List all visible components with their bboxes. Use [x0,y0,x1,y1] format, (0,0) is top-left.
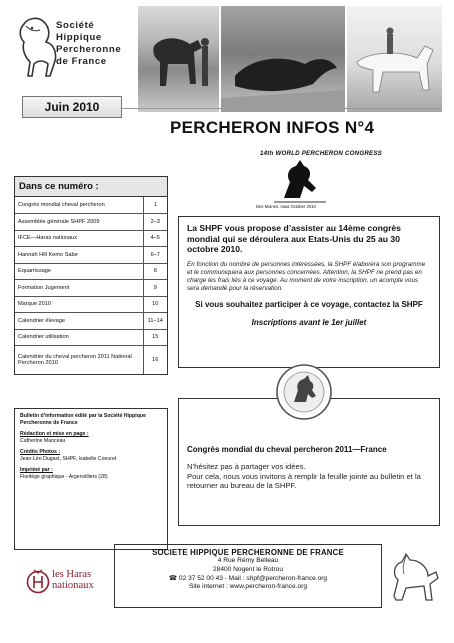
toc-label: Calendrier élevage [15,313,143,330]
bulletin-intro: Bulletin d’information édité par la Société Hippique Percheronne de France [20,413,146,426]
toc-label: Marque 2010 [15,296,143,313]
society-line: Hippique [56,32,102,43]
toc-page: 9 [143,280,167,297]
congress-location: Des Moines, Iowa October 2010 [256,204,316,209]
mondial-body [187,462,431,491]
toc-row[interactable] [15,346,167,374]
shpf-badge-icon [274,362,334,422]
haras-nationaux-logo [26,566,116,602]
toc-heading: Dans ce numéro : [15,177,167,197]
toc-page: 6–7 [143,247,167,264]
toc-row[interactable] [15,329,167,346]
congress-announcement [178,216,440,368]
announcement-cta: Si vous souhaitez participer à ce voyage, contactez la SHPF [195,299,423,309]
toc-label: Equarrissage [15,263,143,280]
footer-address: 28400 Nogent le Rotrou [212,565,284,573]
bulletin-credits [14,408,168,550]
toc-page: 15 [143,329,167,346]
toc-label: Calendrier du cheval percheron 2011 National Percheron 2010 [18,353,132,366]
society-line: de France [56,56,107,67]
toc-label: Hannah Hill Kemo Sabe [15,247,143,264]
toc-label: Formation Jugement [15,280,143,297]
haras-line: nationaux [52,580,94,591]
announcement-lead: La SHPF vous propose d’assister au 14ème congrès mondial qui se déroulera aux Etats-Unis du 25 au 30 octobre 2010. [187,223,401,255]
toc-row[interactable] [15,263,167,280]
toc-page: 4–5 [143,230,167,247]
haras-line: les Haras [52,569,92,580]
congress-banner: 14th WORLD PERCHERON CONGRESS [260,150,382,157]
toc-row[interactable] [15,296,167,313]
toc-label: Assemblée générale SHPF 2009 [15,214,143,231]
toc-row[interactable] [15,214,167,231]
mondial-line: Pour cela, nous vous invitons à remplir la feuille jointe au bulletin et la retourner au bureau de la SHPF. [187,471,421,491]
toc-label: Congrès mondial cheval percheron [15,197,143,214]
contact-footer [114,544,382,608]
horse-logo [10,14,62,80]
announcement-deadline: Inscriptions avant le 1er juillet [251,317,367,327]
credits-label: Crédits Photos : [20,449,61,455]
announcement-details: En fonction du nombre de personnes intéressées, la SHPF élaborera son programme et le communiquera aux personnes concernées. Attention, la SHPF ne prend pas en charge les frais liés à ce voyage. Au moment de votre inscription, un acompte vous sera demandé pour la réservation. [187,260,426,292]
credits-value: Jean-Léo Dugast, SHPF, Isabelle Coeuret [20,456,117,462]
horse-sketch-icon [384,546,446,606]
toc-page: 2–3 [143,214,167,231]
haras-crest-icon [26,566,50,598]
mondial-title: Congrès mondial du cheval percheron 2011—France [187,445,387,454]
toc-row[interactable] [15,313,167,330]
redaction-value: Catherine Manceau [20,438,66,444]
toc-row[interactable] [15,197,167,214]
page-title: PERCHERON INFOS N°4 [170,118,375,137]
mondial-line: N’hésitez pas à partager vos idées. [187,462,306,471]
haras-text [52,569,94,591]
footer-address: 4 Rue Rémy Belleau [217,557,279,564]
photo-horse-handler [138,6,219,112]
toc-table [15,197,167,374]
toc-page: 11–14 [143,313,167,330]
toc-page: 10 [143,296,167,313]
footer-org: SOCIETE HIPPIQUE PERCHERONNE DE FRANCE [152,548,344,557]
rearing-horse-icon [270,158,330,204]
toc-page: 1 [143,197,167,214]
footer-website: Site internet : www.percheron-france.org [188,583,307,591]
society-name [56,20,134,68]
footer-contact: ☎ 02 37 52 00 43 - Mail : shpf@percheron-france.org [168,574,328,582]
header-photos [138,6,442,112]
photo-foal-lying [221,6,344,112]
toc-row[interactable] [15,247,167,264]
toc-label: IFCE—Haras nationaux [15,230,143,247]
toc-row[interactable] [15,280,167,297]
society-line: Percheronne [56,44,122,55]
redaction-label: Rédaction et mise en page : [20,431,89,437]
toc-row[interactable] [15,230,167,247]
toc-page: 8 [143,263,167,280]
society-line: Société [56,20,95,31]
issue-date: Juin 2010 [22,96,122,118]
print-label: Imprimé par : [20,467,53,473]
toc-label: Calendrier utilisation [15,329,143,346]
world-congress-logo [242,150,382,214]
header-divider [122,108,442,109]
toc-page: 16 [143,346,167,374]
photo-white-horse [347,6,442,112]
print-value: Florilège graphique - Argenvilliers (28) [20,474,108,480]
table-of-contents [14,176,168,375]
